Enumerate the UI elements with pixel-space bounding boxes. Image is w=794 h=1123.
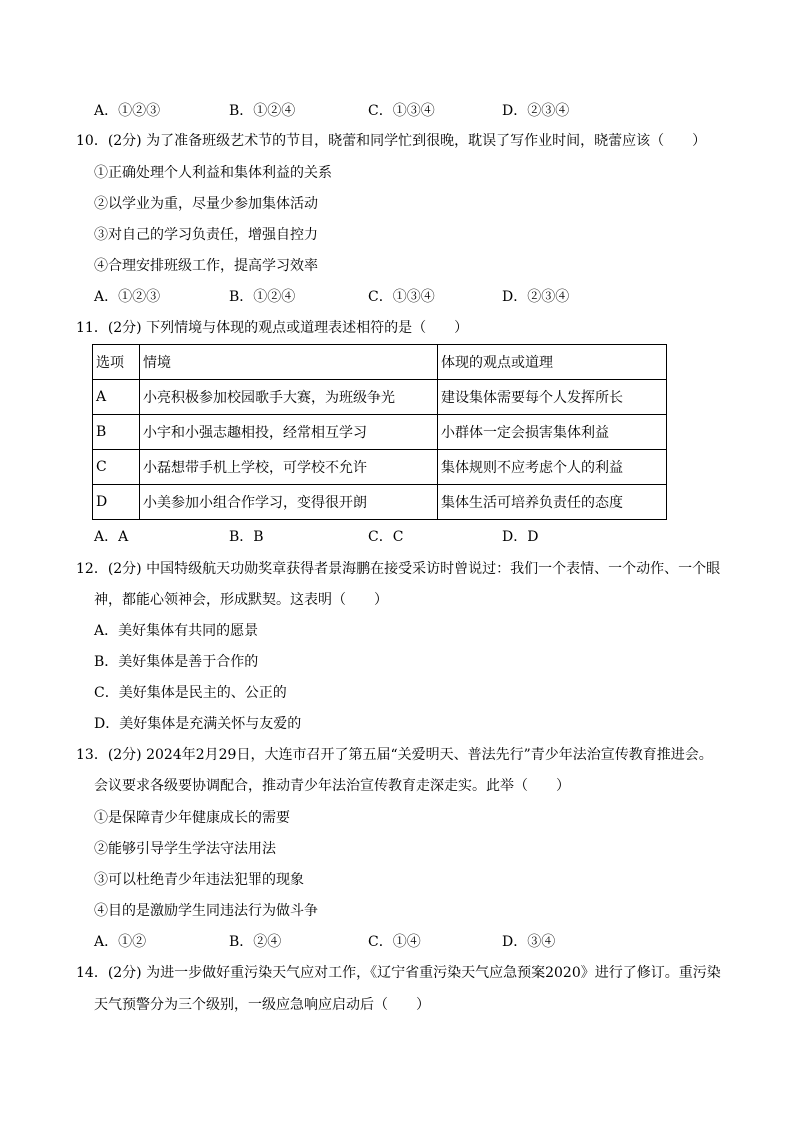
q10-item-3: ③对自己的学习负责任，增强自控力 (94, 227, 318, 243)
table-cell: 小群体一定会损害集体利益 (438, 415, 667, 450)
table-cell: 小美参加小组合作学习，变得很开朗 (140, 485, 438, 520)
q11-option-d: D．D (502, 529, 539, 545)
q10-options (94, 287, 734, 307)
q12-stem-line-1: 12．(2分) 中国特级航天功勋奖章获得者景海鹏在接受采访时曾说过：我们一个表情、一个动作、一个眼 (76, 561, 721, 577)
table-cell: B (93, 415, 140, 450)
table-cell: C (93, 450, 140, 485)
q9-option-d: D．②③④ (502, 103, 570, 119)
table-cell: 建设集体需要每个人发挥所长 (438, 380, 667, 415)
q11-table (92, 344, 667, 520)
q11-option-b: B．B (229, 529, 264, 545)
table-row (93, 415, 667, 450)
table-cell: 集体生活可培养负责任的态度 (438, 485, 667, 520)
q12-option-b: B．美好集体是善于合作的 (94, 654, 259, 670)
q10-option-a: A．①②③ (94, 289, 161, 305)
q10-option-b: B．①②④ (229, 289, 296, 305)
table-header-cell: 选项 (93, 345, 140, 380)
q13-option-d: D．③④ (502, 934, 556, 950)
table-header-cell: 情境 (140, 345, 438, 380)
table-row (93, 380, 667, 415)
q12-option-c: C．美好集体是民主的、公正的 (94, 685, 287, 701)
q11-option-c: C．C (368, 529, 404, 545)
q10-item-4: ④合理安排班级工作，提高学习效率 (94, 258, 318, 274)
q13-option-b: B．②④ (229, 934, 282, 950)
q13-item-2: ②能够引导学生学法守法用法 (94, 841, 276, 857)
q9-options (94, 101, 734, 121)
q11-option-a: A．A (94, 529, 129, 545)
q11-options (94, 527, 734, 547)
table-row (93, 450, 667, 485)
q13-option-c: C．①④ (368, 934, 421, 950)
q11-stem: 11．(2分) 下列情境与体现的观点或道理表述相符的是（ ） (76, 320, 469, 336)
q9-option-b: B．①②④ (229, 103, 296, 119)
table-cell: 集体规则不应考虑个人的利益 (438, 450, 667, 485)
table-cell: D (93, 485, 140, 520)
q12-option-d: D．美好集体是充满关怀与友爱的 (94, 716, 302, 732)
q14-stem-line-2: 天气预警分为三个级别，一级应急响应启动后（ ） (94, 997, 430, 1013)
table-row (93, 485, 667, 520)
table-cell: 小亮积极参加校园歌手大赛，为班级争光 (140, 380, 438, 415)
q10-option-d: D．②③④ (502, 289, 570, 305)
table-header-cell: 体现的观点或道理 (438, 345, 667, 380)
table-header-row (93, 345, 667, 380)
table-cell: 小宇和小强志趣相投，经常相互学习 (140, 415, 438, 450)
q13-option-a: A．①② (94, 934, 147, 950)
table-cell: 小磊想带手机上学校，可学校不允许 (140, 450, 438, 485)
q10-option-c: C．①③④ (368, 289, 435, 305)
q10-item-1: ①正确处理个人利益和集体利益的关系 (94, 165, 332, 181)
q13-options (94, 932, 734, 952)
q13-item-4: ④目的是激励学生同违法行为做斗争 (94, 903, 318, 919)
q13-stem-line-1: 13．(2分) 2024年2月29日，大连市召开了第五届“关爱明天、普法先行”青少年法治宣传教育推进会。 (76, 747, 713, 763)
q12-stem-line-2: 神，都能心领神会，形成默契。这表明（ ） (94, 592, 388, 608)
q9-option-c: C．①③④ (368, 103, 435, 119)
q13-item-1: ①是保障青少年健康成长的需要 (94, 810, 290, 826)
q9-option-a: A．①②③ (94, 103, 161, 119)
table-cell: A (93, 380, 140, 415)
q12-option-a: A．美好集体有共同的愿景 (94, 623, 259, 639)
q10-stem: 10．(2分) 为了准备班级艺术节的节目，晓蕾和同学忙到很晚，耽误了写作业时间，晓蕾应该（ ） (76, 133, 707, 149)
q13-stem-line-2: 会议要求各级要协调配合，推动青少年法治宣传教育走深走实。此举（ ） (94, 778, 570, 794)
q10-item-2: ②以学业为重，尽量少参加集体活动 (94, 196, 318, 212)
q13-item-3: ③可以杜绝青少年违法犯罪的现象 (94, 872, 304, 888)
q14-stem-line-1: 14．(2分) 为进一步做好重污染天气应对工作，《辽宁省重污染天气应急预案2020》进行了修订。重污染 (76, 965, 721, 981)
